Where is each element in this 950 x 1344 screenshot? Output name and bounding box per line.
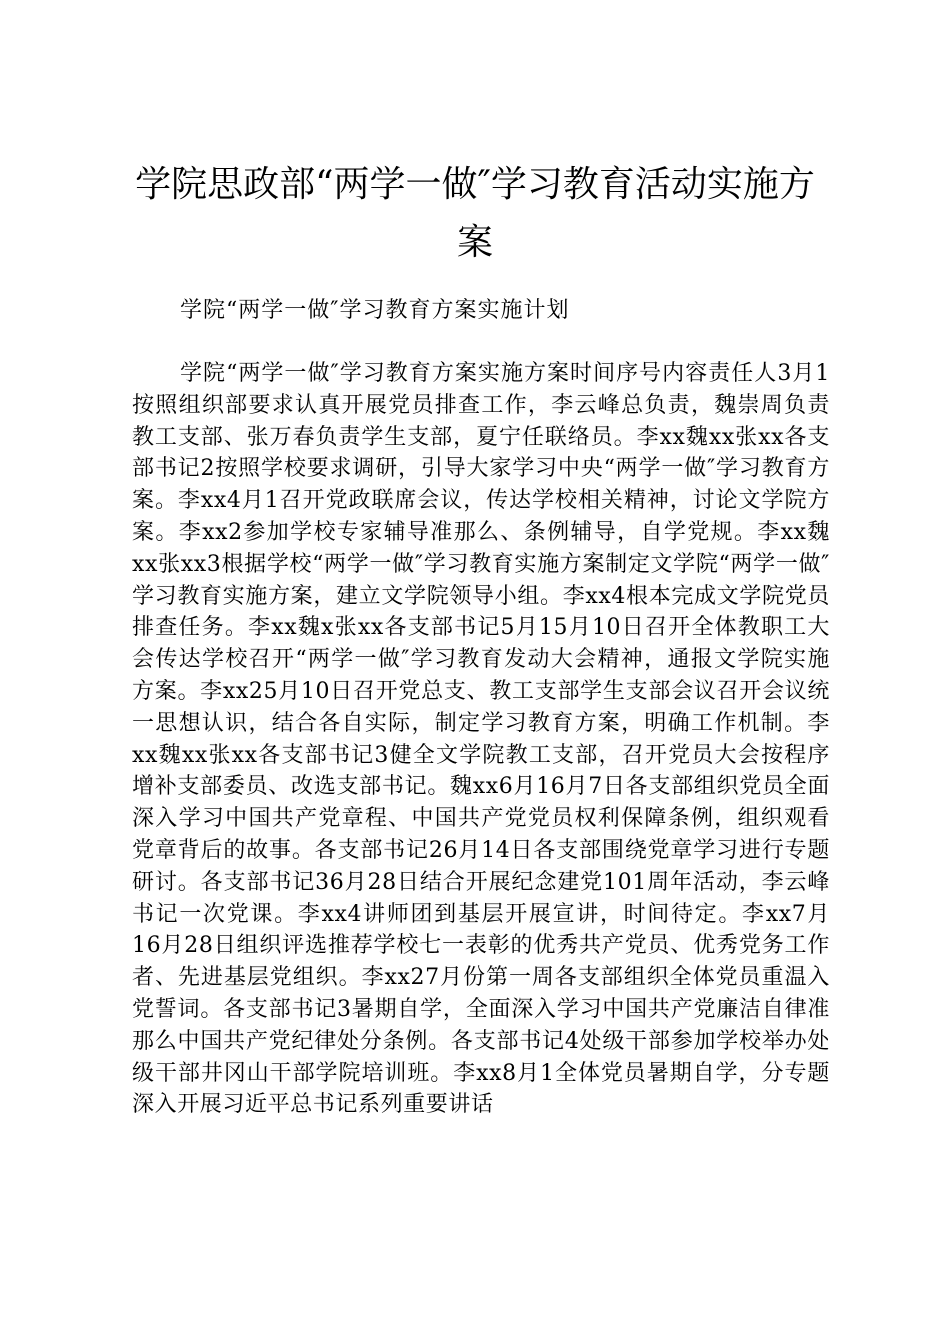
- document-body: 学院“两学一做″学习教育方案实施方案时间序号内容责任人3月1按照组织部要求认真开展党员排查工作，李云峰总负责，魏崇周负责教工支部、张万春负责学生支部，夏宁任联络员。李xx魏xx张xx各支部书记2按照学校要求调研，引导大家学习中央“两学一做″学习教育方案。李xx4月1召开党政联席会议，传达学校相关精神，讨论文学院方案。李xx2参加学校专家辅导准那么、条例辅导，自学党规。李xx魏xx张xx3根据学校“两学一做″学习教育实施方案制定文学院“两学一做″学习教育实施方案，建立文学院领导小组。李xx4根本完成文学院党员排查任务。李xx魏x张xx各支部书记5月15月10日召开全体教职工大会传达学校召开“两学一做″学习教育发动大会精神，通报文学院实施方案。李xx25月10日召开党总支、教工支部学生支部会议召开会议统一思想认识，结合各自实际，制定学习教育方案，明确工作机制。李xx魏xx张xx各支部书记3健全文学院教工支部，召开党员大会按程序增补支部委员、改选支部书记。魏xx6月16月7日各支部组织党员全面深入学习中国共产党章程、中国共产党党员权利保障条例，组织观看党章背后的故事。各支部书记26月14日各支部围绕党章学习进行专题研讨。各支部书记36月28日结合开展纪念建党101周年活动，李云峰书记一次党课。李xx4讲师团到基层开展宣讲，时间待定。李xx7月16月28日组织评选推荐学校七一表彰的优秀共产党员、优秀党务工作者、先进基层党组织。李xx27月份第一周各支部组织全体党员重温入党誓词。各支部书记3暑期自学，全面深入学习中国共产党廉洁自律准那么中国共产党纪律处分条例。各支部书记4处级干部参加学校举办处级干部井冈山干部学院培训班。李xx8月1全体党员暑期自学，分专题深入开展习近平总书记系列重要讲话: [132, 361, 830, 1118]
- document-subtitle: 学院“两学一做″学习教育方案实施计划: [180, 298, 570, 323]
- document-title: 学院思政部“两学一做″学习教育活动实施方案: [135, 164, 815, 263]
